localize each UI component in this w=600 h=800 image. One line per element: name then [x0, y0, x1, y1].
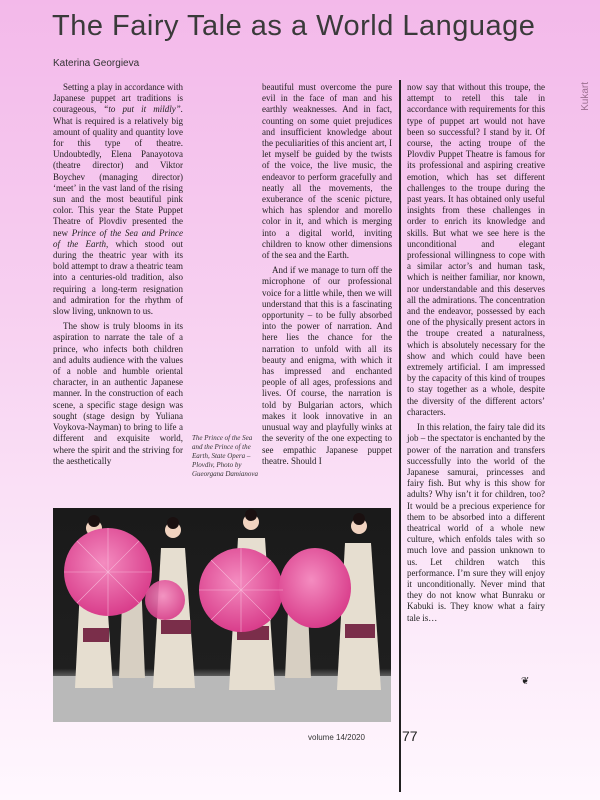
photo-caption: The Prince of the Sea and the Prince of the Earth, State Opera – Plovdiv, Photo by Gueorgana Damianova — [192, 434, 259, 478]
paragraph: beautiful must overcome the pure evil in the face of man and his earthly weaknesses. And in fact, counting on some quiet prejudices and insufficient knowledge about the peculiarities of this ancient art, I let myself be guided by the twists of the voice, the live music, the endeavor to perform gracefully and neatly all the movements, the exuberance of the scenic picture, which has splendor and morello color in it, and which is merging into a digital world, inviting children to know other dimensions of the sea and the Earth. — [262, 82, 392, 261]
column-3 — [407, 82, 545, 624]
brand-logo — [578, 82, 592, 142]
volume-label: volume 14/2020 — [308, 733, 365, 742]
paragraph: Setting a play in accordance with Japanese puppet art traditions is courageous, “to put it mildly”. What is required is a relatively big amount of quality and quantity love for this type of theatre. Undoubtedly, Elena Panayotova (theatre director) and Viktor Boychev (managing director) ‘meet’ in the vast land of the rising sun and the most beautiful pink color. This year the State Puppet Theatre of Plovdiv presented the new Prince of the Sea and Prince of the Earth, which stood out during the theatric year with its bold attempt to draw a theatric team into a centuries-old tradition, also requiring a long-term resignation and admiration for the rhythm of slow living, unknown to us. — [53, 82, 183, 317]
brand-logo-text: Kukart — [579, 82, 591, 111]
page-number: 77 — [402, 728, 418, 744]
performance-photo-drawing — [53, 508, 391, 722]
paragraph: And if we manage to turn off the microphone of our professional voice for a little while, then we will understand that this is a fascinating opportunity – to be fully absorbed into the power of narration. And here lies the chance for the narration to unfold with all its beauty and enigma, with which it has impressed and enchanted people of all ages, professions and lives. Of course, the narration is told by Bulgarian actors, which makes it look innovative in an unusual way and playfully winks at the severity of the one expecting to see empathic Japanese puppet theatre. Should I — [262, 265, 392, 466]
author-name: Katerina Georgieva — [53, 58, 140, 69]
article-title: The Fairy Tale as a World Language — [52, 10, 536, 42]
paragraph: In this relation, the fairy tale did its job – the spectator is enchanted by the power of the narration and transfers successfully into the world of the Japanese samurai, princesses and fairy fish. But why is this show for adults? Why isn’t it for children, too? It would be a precious experience for them to be absorbed into a different theatrical world of a whole new culture, which enfolds tales with so much love and passion unknown to us. Let children watch this performance. I’m sure they will enjoy it unconditionally. Never mind that they do not know what Bunraku or Kabuki is. They know what a fairy tale is… — [407, 422, 545, 623]
performance-photo — [53, 508, 391, 722]
column-2 — [262, 82, 392, 467]
column-divider — [399, 80, 401, 792]
paragraph: The show is truly blooms in its aspiration to narrate the tale of a prince, who infects both children and adults audience with the values of a noble and humble oriental character, in an authentic Japanese manner. In the construction of each scene, a specific stage design was sought (stage design by Yuliana Voykova-Nayman) to bring to life a different and exquisite world, where the spirit and the striving for the aesthetically — [53, 321, 183, 466]
end-of-article-icon: ❦ — [521, 676, 530, 687]
column-1 — [53, 82, 183, 467]
paragraph: now say that without this troupe, the attempt to retell this tale in accordance with requirements for this type of puppet art would not have been so successful? I stand by it. Of course, the acting troupe of the Plovdiv Puppet Theatre is famous for its professional and aspiring creative emotion, which has set different challenges to the troupe during the past years. It has obtained only useful insights from these challenges in order to enrich its knowledge and skills. But what we see here is the unconditional and elegant professional willingness to cope with a similar actor’s and human task, which is neither familiar, nor known, nor understandable and this deserves all the admirations. The concentration and the endeavor, possessed by each one of the physically present actors in the troupe created a naturalness, which is absolutely necessary for the show and which could have been extremely artificial. I am impressed by the capacity of this kind of troupes to stay together as a whole, despite the diversity of the different actors’ characters. — [407, 82, 545, 417]
